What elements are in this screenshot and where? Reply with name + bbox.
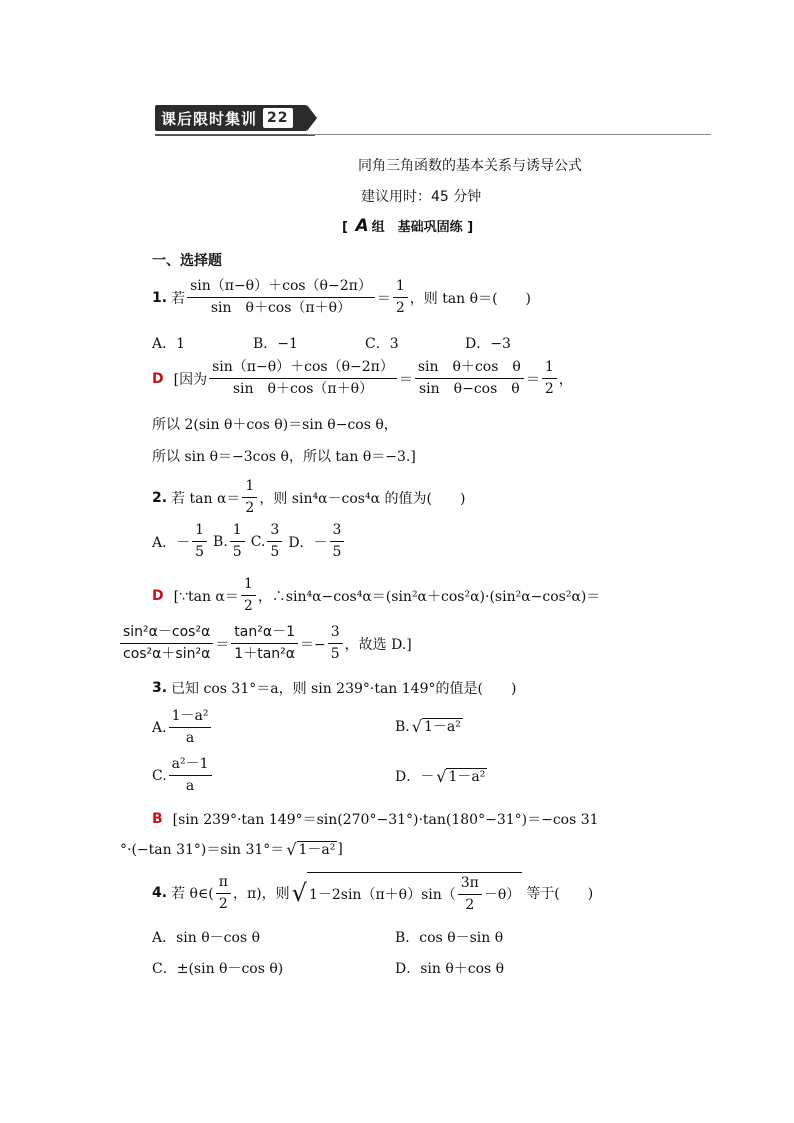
q2-option-b: B. xyxy=(213,533,228,550)
q1-option-d: D．−3 xyxy=(465,336,511,352)
q3-option-d: D．－ √ 1－a² xyxy=(395,766,486,786)
q3-answer: B xyxy=(152,811,163,827)
badge-text: 课后限时集训 xyxy=(161,109,258,128)
group-label: [ A 组 基础巩固练 ] xyxy=(342,216,474,236)
question-3: 3. 已知 cos 31°＝a，则 sin 239°·tan 149°的值是( ) xyxy=(152,680,517,697)
q3-solution-line2: °·(−tan 31°)＝sin 31°＝ √ 1－a² ] xyxy=(120,839,343,859)
q4-option-c: C．±(sin θ－cos θ) xyxy=(152,961,284,977)
q1-option-c: C．3 xyxy=(365,336,399,352)
q3-option-b: B. √ 1－a² xyxy=(395,717,461,736)
suggested-time: 建议用时：45 分钟 xyxy=(361,189,482,205)
question-2: 2. 若 tan α＝ $\frac{1}{2}$ ，则 sin⁴α－cos⁴α 的值为( ) xyxy=(152,478,466,516)
q3-solution: B [sin 239°·tan 149°＝sin(270°−31°)·tan(180°−31°)＝−cos 31 xyxy=(152,811,599,828)
q2-answer: D xyxy=(152,587,164,604)
q2-option-c: C. xyxy=(250,533,266,550)
q4-option-a: A．sin θ－cos θ xyxy=(152,930,261,946)
q2-option-d: D．－ xyxy=(288,534,328,551)
q2-option-a: A．－ xyxy=(152,534,191,551)
badge-number: 22 xyxy=(263,108,292,128)
question-4: 4. 若 θ∈( $\frac{\pi}{2}$ ，π)，则 √ 1－2sin（π＋θ）sin（ $\frac{3\pi}{2}$ －θ） 等于( ) xyxy=(152,873,594,913)
q1-option-a: A．1 xyxy=(152,336,186,352)
section-heading: 一、选择题 xyxy=(152,253,222,269)
q1-solution: D [因为 $\frac{\sin(\pi-\theta)+\cos(\theta-2\pi)}{\text{sin θ＋cos（π＋θ）}}$ ＝ $\frac{\text{sin θ＋cos θ}}{\text{sin θ−cos θ}}$ ＝ $\frac{1}{2}$ ， xyxy=(152,359,573,397)
page-title: 同角三角函数的基本关系与诱导公式 xyxy=(358,158,582,174)
header-rule xyxy=(307,134,711,135)
header-badge xyxy=(155,105,307,131)
q4-option-b: B．cos θ－sin θ xyxy=(395,930,504,946)
q1-solution-line3: 所以 sin θ＝−3cos θ，所以 tan θ＝−3.] xyxy=(152,449,416,465)
q4-option-d: D．sin θ＋cos θ xyxy=(395,961,505,977)
question-1: 1. 若 $\frac{\sin(\pi-\theta)+\cos(\theta-2\pi)}{\text{sin θ＋cos（π＋θ）}}$ ＝ $\frac{1}{2}$ ，则 tan θ＝( ) xyxy=(152,278,531,316)
q1-answer: D xyxy=(152,370,164,387)
q3-option-a: A. $\frac{\text{1－a²}}{a}$ xyxy=(152,708,213,747)
q2-solution-line2: $\frac{\text{sin²α－cos²α}}{\text{cos²α＋sin²α}}$ ＝ $\frac{\text{tan²α－1}}{\text{1＋tan²α}}$ ＝− $\frac{3}{5}$ ，故选 D.] xyxy=(118,624,412,663)
q1-option-b: B．−1 xyxy=(253,336,298,352)
q1-fraction: $\frac{\sin(\pi-\theta)+\cos(\theta-2\pi)}{\text{sin θ＋cos（π＋θ）}}$ xyxy=(187,278,375,317)
q2-solution: D [∵tan α＝ $\frac{1}{2}$ ，∴sin⁴α−cos⁴α＝(sin²α＋cos²α)·(sin²α−cos²α)＝ xyxy=(152,576,601,614)
header-rule-dark xyxy=(155,134,315,136)
q3-option-c: C. $\frac{\text{a²－1}}{a}$ xyxy=(152,756,214,795)
q2-options: A．－ $\frac{1}{5}$ B. $\frac{1}{5}$ C. $\frac{3}{5}$ D．－ $\frac{3}{5}$ xyxy=(152,522,346,561)
q1-solution-line2: 所以 2(sin θ＋cos θ)＝sin θ−cos θ， xyxy=(152,417,398,433)
